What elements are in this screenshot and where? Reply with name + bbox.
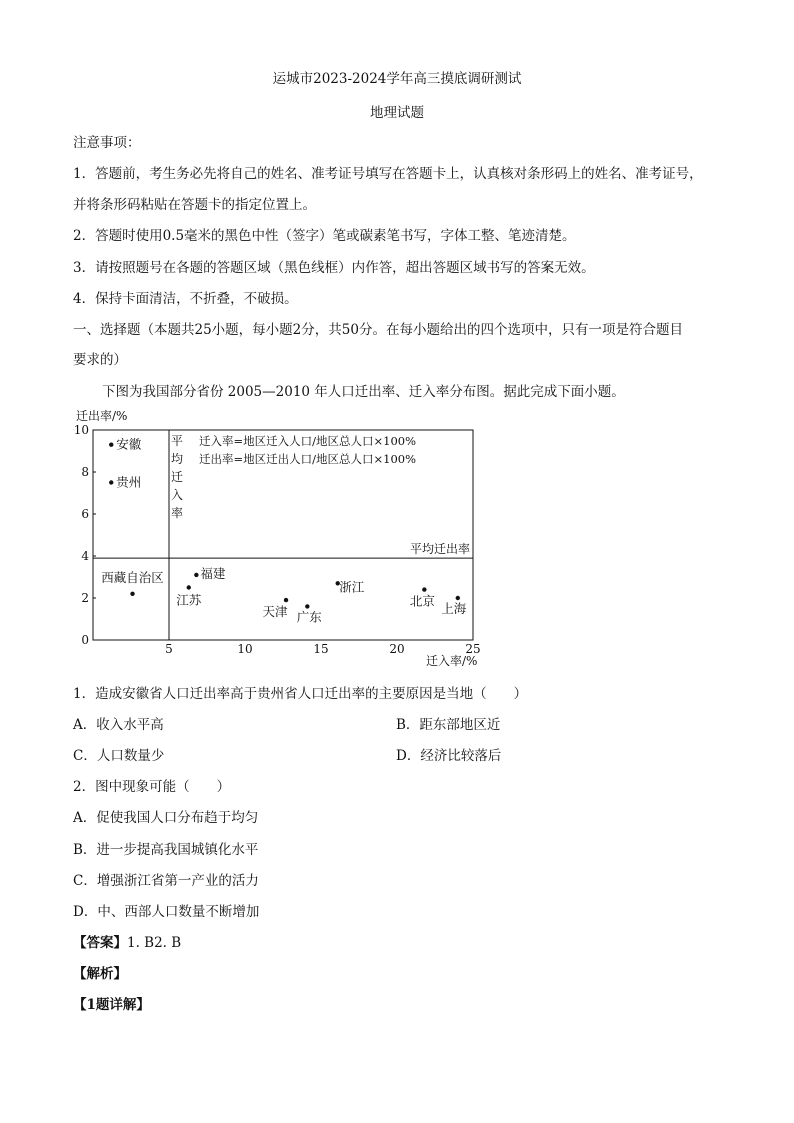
question-1-stem: 1．造成安徽省人口迁出率高于贵州省人口迁出率的主要原因是当地（ ） — [73, 686, 528, 702]
notice-item: 1．答题前，考生务必先将自己的姓名、准考证号填写在答题卡上，认真核对条形码上的姓名、准考证号， — [73, 166, 703, 182]
question-1-option-b[interactable]: B．距东部地区近 — [396, 717, 501, 733]
data-point — [109, 480, 113, 484]
y-tick-label: 10 — [73, 423, 89, 437]
notice-item: 3．请按照题号在各题的答题区域（黑色线框）内作答，超出答题区域书写的答案无效。 — [73, 260, 595, 276]
data-point — [456, 596, 460, 600]
document-subtitle: 地理试题 — [370, 105, 424, 121]
data-point-label: 贵州 — [116, 474, 142, 490]
data-point-label: 广东 — [296, 609, 322, 625]
data-point-label: 江苏 — [176, 592, 202, 608]
formula-out-rate: 迁出率=地区迁出人口/地区总人口×100% — [199, 452, 417, 466]
y-tick-label: 8 — [81, 465, 89, 479]
question-1-option-c[interactable]: C．人口数量少 — [73, 748, 165, 764]
data-point-label: 安徽 — [116, 436, 142, 452]
average-in-rate-char: 平 — [171, 434, 184, 448]
data-point — [284, 598, 288, 602]
data-point — [194, 573, 198, 577]
notice-item: 2．答题时使用0.5毫米的黑色中性（签字）笔或碳素笔书写，字体工整、笔迹清楚。 — [73, 228, 576, 244]
detail-heading: 【1题详解】 — [73, 997, 150, 1013]
average-in-rate-char: 率 — [171, 506, 184, 520]
section-heading-cont: 要求的） — [73, 352, 127, 368]
data-point-label: 西藏自治区 — [101, 569, 164, 585]
x-tick-label: 10 — [237, 642, 253, 656]
average-in-rate-char: 迁 — [171, 470, 184, 484]
x-tick-label: 25 — [465, 642, 481, 656]
x-axis-label: 迁入率/% — [426, 654, 478, 668]
notice-item: 4．保持卡面清洁，不折叠，不破损。 — [73, 291, 298, 307]
average-in-rate-label — [171, 434, 183, 520]
analysis-heading: 【解析】 — [73, 966, 127, 982]
data-point-label: 天津 — [262, 604, 288, 620]
data-point — [422, 587, 426, 591]
x-tick-label: 5 — [165, 642, 173, 656]
chart-intro: 下图为我国部分省份 2005—2010 年人口迁出率、迁入率分布图。据此完成下面小题。 — [102, 384, 625, 400]
y-axis-label: 迁出率/% — [76, 409, 128, 423]
data-point — [305, 604, 309, 608]
answer-label: 【答案】 — [73, 935, 127, 951]
question-2-stem: 2．图中现象可能（ ） — [73, 779, 231, 795]
y-tick-label: 0 — [81, 633, 89, 647]
average-in-rate-char: 均 — [171, 452, 184, 466]
notice-heading: 注意事项： — [73, 135, 141, 151]
answer-value: 1. B2. B — [127, 935, 182, 951]
data-point-label: 北京 — [409, 593, 435, 609]
document-title: 运城市2023-2024学年高三摸底调研测试 — [272, 71, 522, 87]
section-heading: 一、选择题（本题共25小题，每小题2分，共50分。在每小题给出的四个选项中，只有一项是符合题目 — [73, 322, 683, 338]
y-tick-label: 6 — [81, 507, 89, 521]
question-2-option-c[interactable]: C．增强浙江省第一产业的活力 — [73, 873, 259, 889]
y-tick-label: 4 — [81, 549, 89, 563]
data-point-label: 福建 — [200, 565, 226, 581]
data-point-label: 浙江 — [339, 579, 365, 595]
average-in-rate-char: 入 — [171, 488, 184, 502]
question-1-option-a[interactable]: A．收入水平高 — [73, 717, 164, 733]
notice-item: 并将条形码粘贴在答题卡的指定位置上。 — [73, 197, 316, 213]
question-2-option-a[interactable]: A．促使我国人口分布趋于均匀 — [73, 810, 259, 826]
question-2-option-b[interactable]: B．进一步提高我国城镇化水平 — [73, 842, 259, 858]
migration-scatter-chart — [60, 406, 500, 672]
question-1-option-d[interactable]: D．经济比较落后 — [396, 748, 502, 764]
x-tick-label: 15 — [313, 642, 329, 656]
data-point — [187, 585, 191, 589]
answer-line — [73, 931, 181, 951]
data-point — [130, 592, 134, 596]
x-tick-label: 20 — [389, 642, 405, 656]
formula-in-rate: 迁入率=地区迁入人口/地区总人口×100% — [199, 434, 417, 448]
data-point-label: 上海 — [441, 601, 467, 616]
data-point — [109, 443, 113, 447]
average-out-rate-label: 平均迁出率 — [409, 542, 470, 557]
y-tick-label: 2 — [81, 591, 89, 605]
question-2-option-d[interactable]: D．中、西部人口数量不断增加 — [73, 904, 260, 920]
